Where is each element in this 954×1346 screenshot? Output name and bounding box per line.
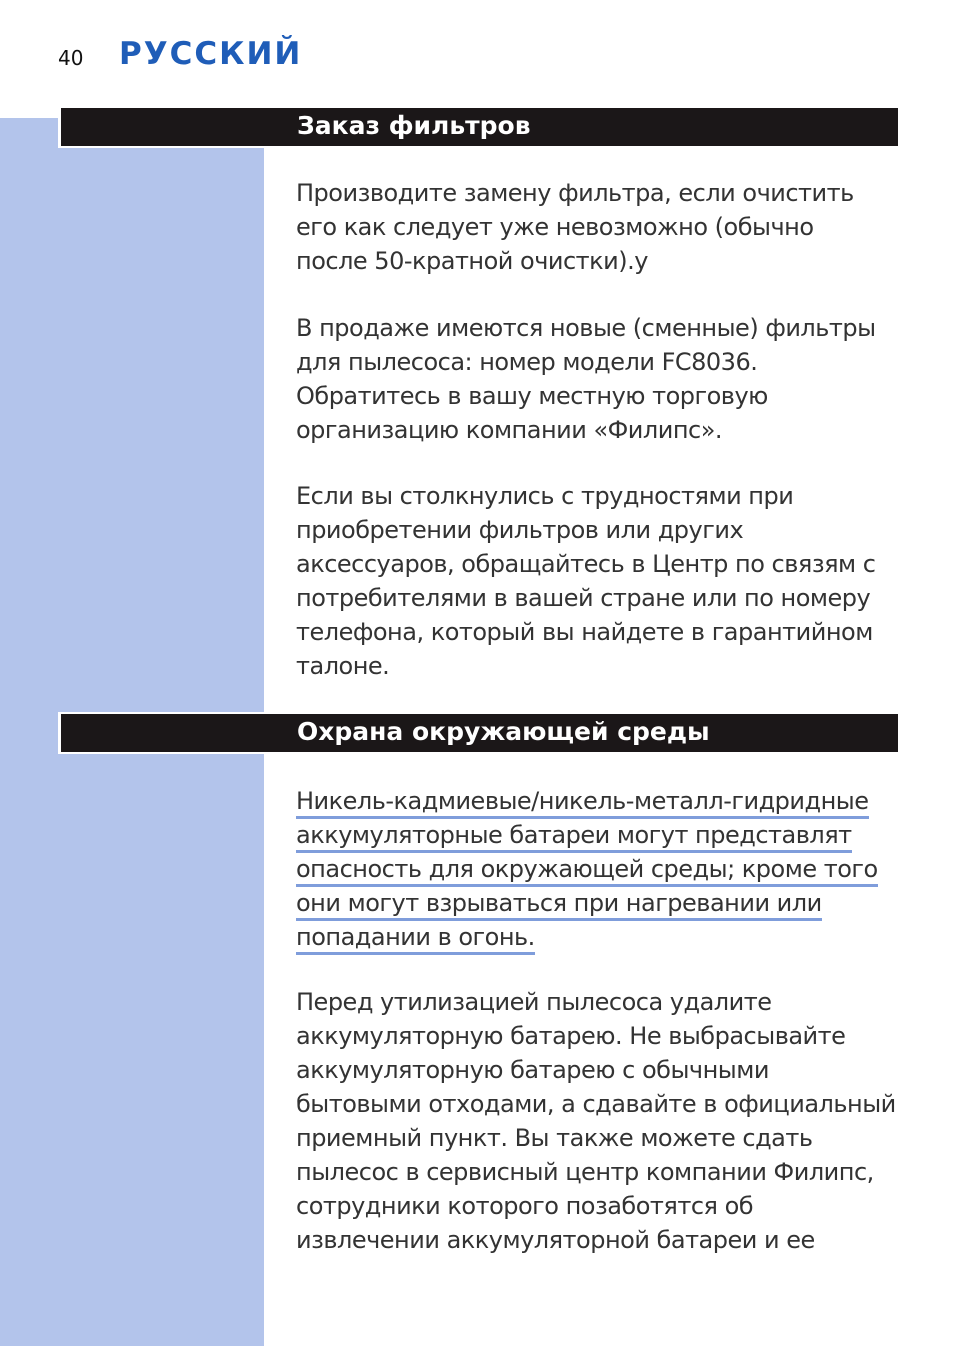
- text-line: бытовыми отходами, а сдавайте в официальный: [296, 1090, 896, 1118]
- text-line: приобретении фильтров или других: [296, 516, 744, 544]
- paragraph-filter-contact: [296, 479, 896, 683]
- language-title: РУССКИЙ: [119, 36, 303, 72]
- text-line: Обратитесь в вашу местную торговую: [296, 382, 768, 410]
- paragraph-filter-replace: [296, 176, 896, 278]
- paragraph-filter-available: [296, 311, 896, 447]
- text-line: аккумуляторную батарею с обычными: [296, 1056, 769, 1084]
- text-line: Производите замену фильтра, если очистить: [296, 179, 854, 207]
- text-line: телефона, который вы найдете в гарантийном: [296, 618, 873, 646]
- text-line: извлечении аккумуляторной батареи и ее: [296, 1226, 815, 1254]
- text-line: потребителями в вашей стране или по номеру: [296, 584, 871, 612]
- text-line: аксессуаров, обращайтесь в Центр по связям с: [296, 550, 876, 578]
- text-line: Если вы столкнулись с трудностями при: [296, 482, 794, 510]
- text-line: после 50-кратной очистки).у: [296, 247, 648, 275]
- section-header-environment: [58, 712, 898, 754]
- text-line: аккумуляторные батареи могут представлят: [296, 821, 852, 853]
- text-line: опасность для окружающей среды; кроме того: [296, 855, 878, 887]
- text-line: для пылесоса: номер модели FC8036.: [296, 348, 758, 376]
- text-line: его как следует уже невозможно (обычно: [296, 213, 814, 241]
- text-line: попадании в огонь.: [296, 923, 535, 955]
- paragraph-battery-warning: [296, 784, 896, 954]
- paragraph-battery-disposal: [296, 985, 896, 1257]
- page-number: 40: [58, 46, 84, 70]
- text-line: они могут взрываться при нагревании или: [296, 889, 822, 921]
- section-title: Охрана окружающей среды: [297, 717, 710, 746]
- text-line: пылесос в сервисный центр компании Филипс,: [296, 1158, 874, 1186]
- text-line: организацию компании «Филипс».: [296, 416, 723, 444]
- text-line: Никель-кадмиевые/никель-металл-гидридные: [296, 787, 869, 819]
- text-line: Перед утилизацией пылесоса удалите: [296, 988, 772, 1016]
- text-line: сотрудники которого позаботятся об: [296, 1192, 754, 1220]
- text-line: В продаже имеются новые (сменные) фильтры: [296, 314, 876, 342]
- text-line: талоне.: [296, 652, 390, 680]
- text-line: приемный пункт. Вы также можете сдать: [296, 1124, 813, 1152]
- text-line: аккумуляторную батарею. Не выбрасывайте: [296, 1022, 846, 1050]
- section-header-filter-order: [58, 106, 898, 148]
- section-title: Заказ фильтров: [297, 111, 531, 140]
